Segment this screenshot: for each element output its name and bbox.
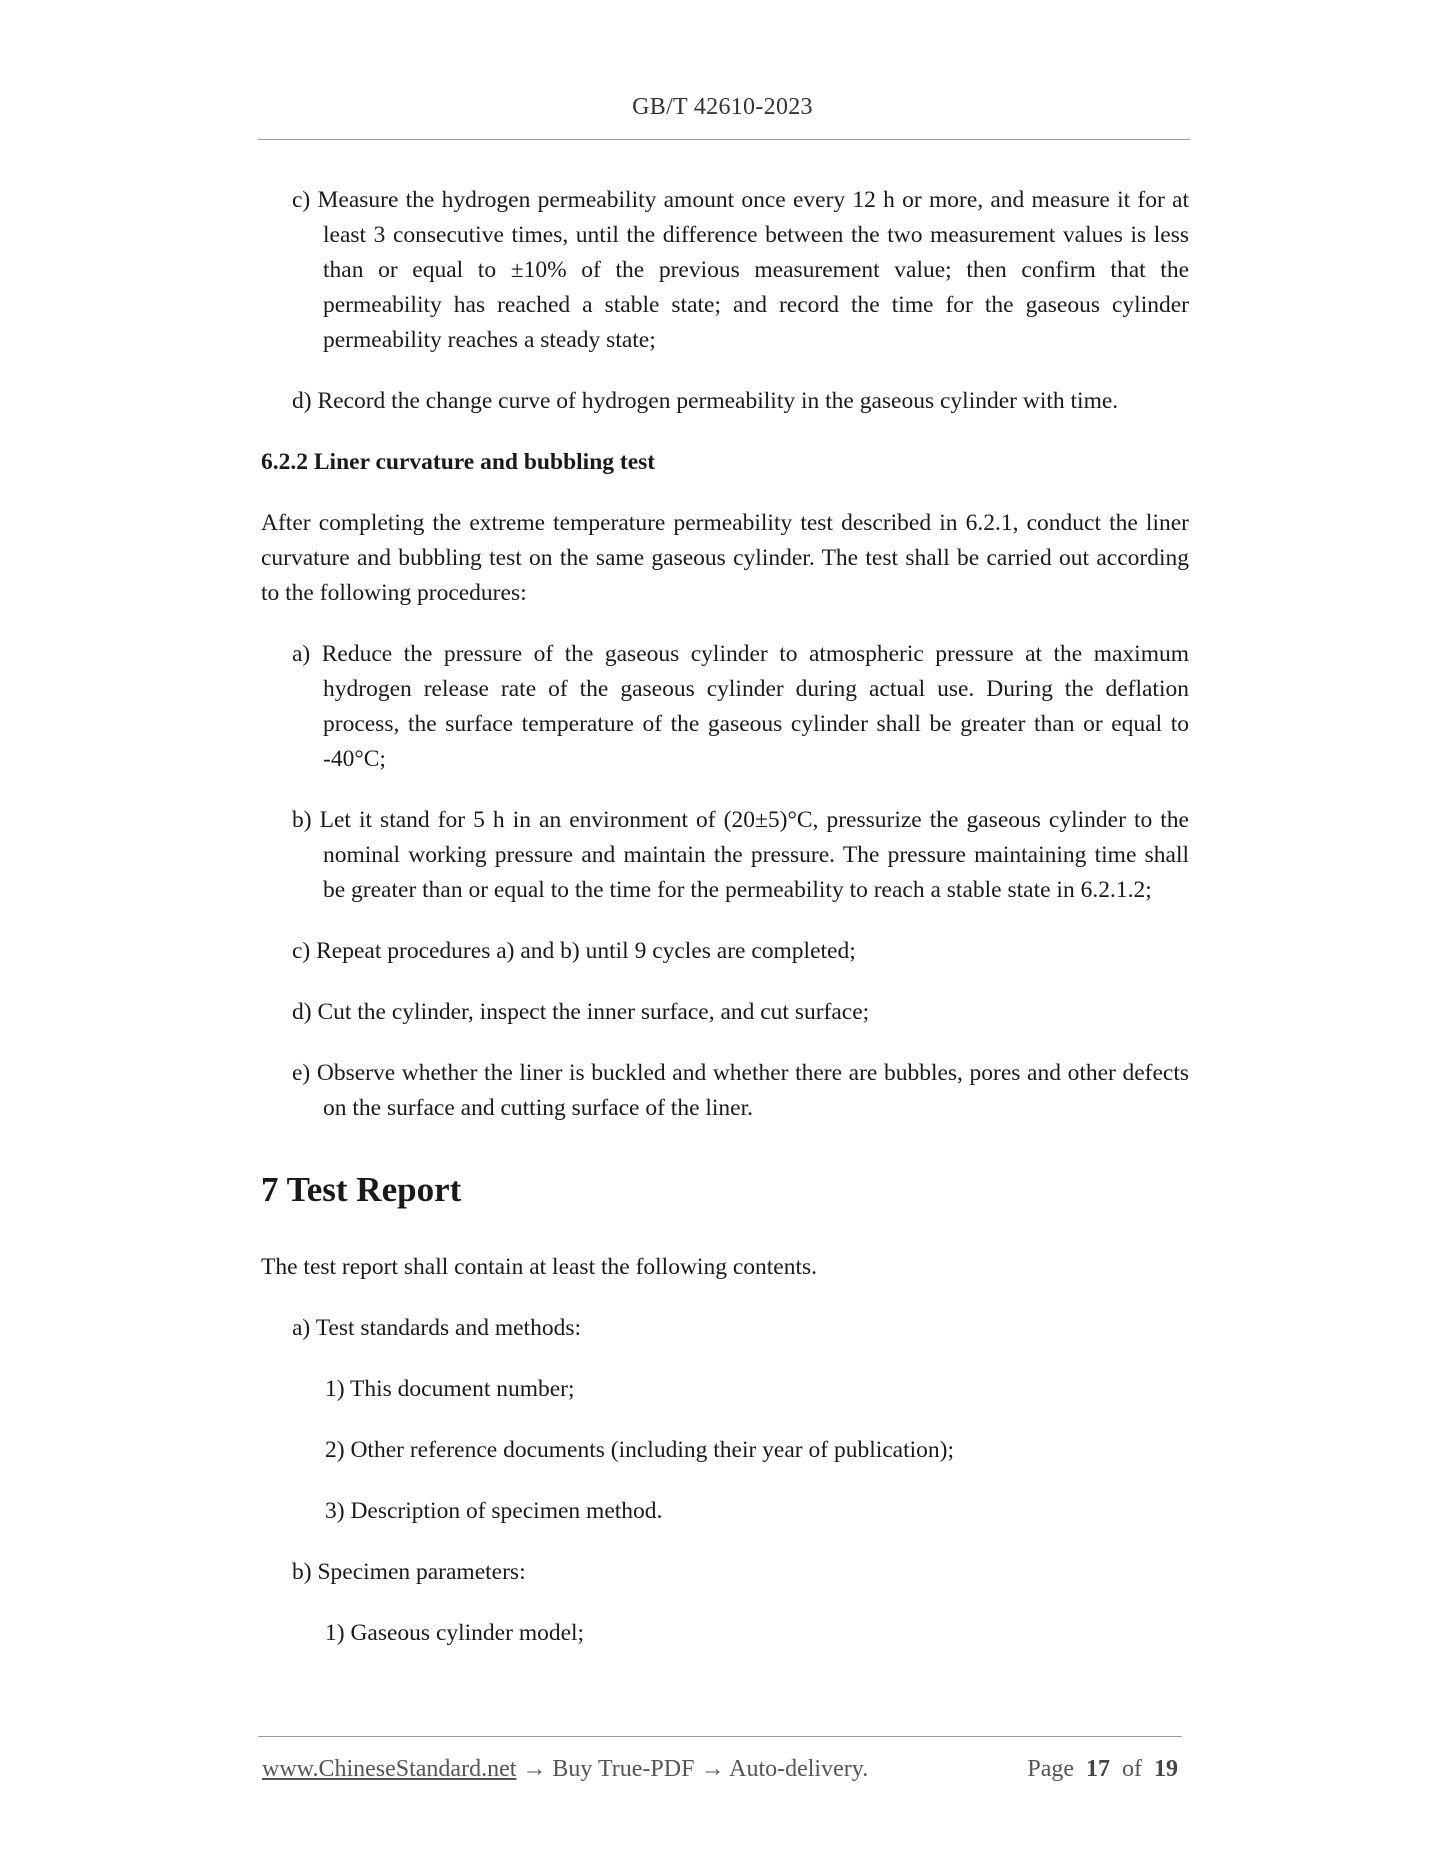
sub-item-cylinder-model: 1) Gaseous cylinder model;	[325, 1620, 585, 1646]
footer-promo	[262, 1756, 868, 1782]
page-indicator	[1027, 1751, 1178, 1787]
sub-item-document-number: 1) This document number;	[325, 1376, 575, 1402]
document-header: GB/T 42610-2023	[632, 94, 813, 120]
sub-item-reference-documents: 2) Other reference documents (including their year of publication);	[325, 1437, 955, 1463]
list-item-a-test-standards: a) Test standards and methods:	[292, 1315, 581, 1341]
list-item-b-stand: b) Let it stand for 5 h in an environment of (20±5)°C, pressurize the gaseous cylinder to the nominal working pressure and maintain the pressure. The pressure maintaining time shall be greater than or equal to the time for the permeability to reach a stable state in 6.2.1.2;	[292, 807, 1189, 903]
list-item-e-observe: e) Observe whether the liner is buckled and whether there are bubbles, pores and other defects on the surface and cutting surface of the liner.	[292, 1060, 1189, 1121]
list-item-a-reduce-pressure: a) Reduce the pressure of the gaseous cylinder to atmospheric pressure at the maximum hydrogen release rate of the gaseous cylinder during actual use. During the deflation process, the surface temperature of the gaseous cylinder shall be greater than or equal to -40°C;	[292, 641, 1189, 772]
section-heading-7: 7 Test Report	[261, 1170, 462, 1209]
page-body	[261, 183, 1189, 1677]
list-item-d-cut: d) Cut the cylinder, inspect the inner surface, and cut surface;	[292, 999, 870, 1025]
list-item-b-specimen-parameters: b) Specimen parameters:	[292, 1559, 526, 1585]
page-total: 19	[1154, 1756, 1178, 1782]
list-item-c-repeat: c) Repeat procedures a) and b) until 9 cycles are completed;	[292, 938, 856, 964]
site-link[interactable]: www.ChineseStandard.net	[262, 1756, 517, 1782]
footer-divider	[258, 1736, 1182, 1737]
page-label: Page	[1027, 1756, 1074, 1782]
footer-tagline: → Buy True-PDF → Auto-delivery.	[516, 1756, 869, 1782]
list-item-c-measure: c) Measure the hydrogen permeability amount once every 12 h or more, and measure it for at least 3 consecutive times, until the difference between the two measurement values is less than or equal to ±10% of the previous measurement value; then confirm that the permeability has reached a stable state; and record the time for the gaseous cylinder permeability reaches a steady state;	[292, 187, 1189, 353]
section-heading-6-2-2: 6.2.2 Liner curvature and bubbling test	[261, 449, 656, 475]
page-footer	[262, 1751, 1182, 1787]
header-divider	[258, 139, 1190, 140]
sub-item-specimen-method: 3) Description of specimen method.	[325, 1498, 663, 1524]
of-label: of	[1122, 1756, 1142, 1782]
section-paragraph-6-2-2: After completing the extreme temperature permeability test described in 6.2.1, conduct the liner curvature and bubbling test on the same gaseous cylinder. The test shall be carried out according to the following procedures:	[261, 510, 1189, 606]
section-paragraph-7: The test report shall contain at least the following contents.	[261, 1254, 818, 1280]
list-item-d-record: d) Record the change curve of hydrogen permeability in the gaseous cylinder with time.	[292, 388, 1119, 414]
page-current: 17	[1086, 1756, 1110, 1782]
